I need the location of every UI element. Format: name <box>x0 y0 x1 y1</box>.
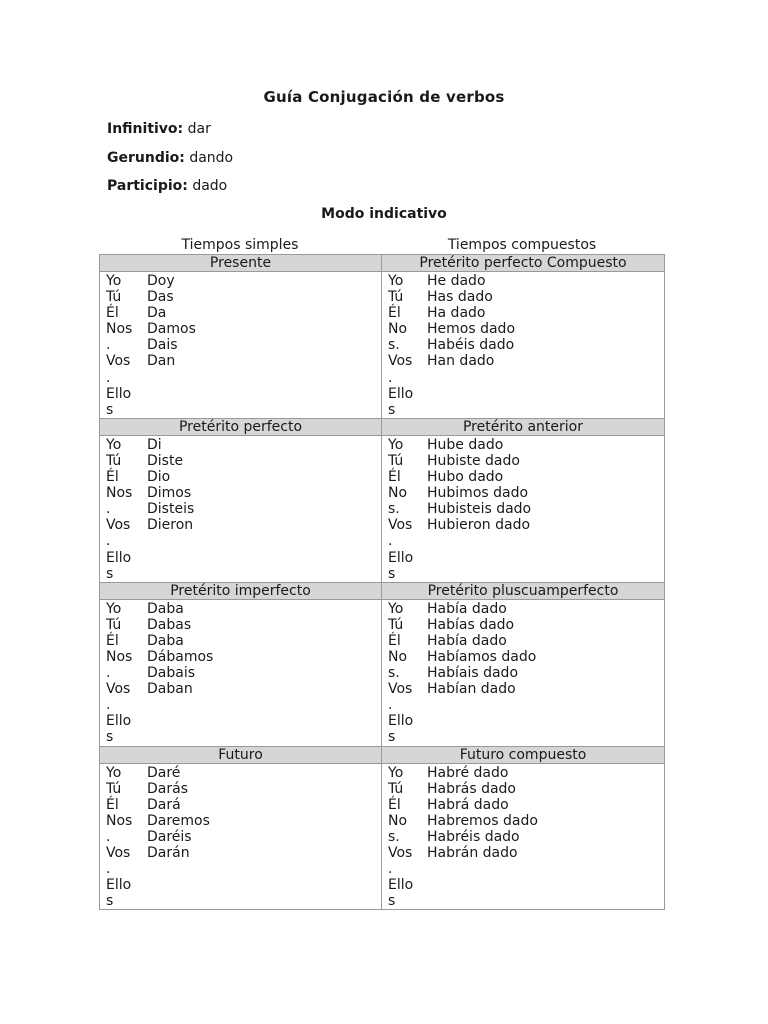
verb-form: Darán <box>147 845 190 861</box>
verb-form: Han dado <box>427 353 495 370</box>
conjugation-block <box>382 436 664 582</box>
pronoun: Tú <box>106 289 122 306</box>
pronoun: s. <box>388 828 400 845</box>
pronoun: Ello <box>106 385 132 402</box>
pronoun: Vos <box>106 845 131 861</box>
pronoun: Ello <box>106 877 132 894</box>
pronoun: s <box>388 729 396 746</box>
verb-form: Daré <box>147 764 181 781</box>
pronoun: s <box>388 401 396 418</box>
pronoun: s <box>388 565 396 582</box>
pronoun-list <box>106 437 140 582</box>
pronoun: . <box>106 369 111 386</box>
verb-form: Daremos <box>147 812 210 829</box>
verb-form: Habíamos dado <box>427 648 537 665</box>
pronoun: s <box>106 401 114 418</box>
tense-name-compound: Futuro compuesto <box>382 746 665 763</box>
verb-form-list <box>420 601 536 746</box>
tense-name-simple: Presente <box>100 255 382 272</box>
participio-label: Participio: <box>107 178 188 194</box>
pronoun: Tú <box>106 780 122 797</box>
pronoun: . <box>388 697 393 714</box>
pronoun: Vos <box>106 353 131 370</box>
pronoun: Yo <box>106 273 122 289</box>
forms-cell-compound <box>382 763 665 910</box>
pronoun: . <box>106 337 111 354</box>
verb-form: Habían dado <box>427 681 516 698</box>
verb-form: Dábamos <box>147 648 214 665</box>
tense-forms-row <box>100 599 665 746</box>
tense-header-row <box>100 746 665 763</box>
tense-name-compound: Pretérito perfecto Compuesto <box>382 255 665 272</box>
conjugation-block <box>100 436 381 582</box>
verb-form: Habremos dado <box>427 812 538 829</box>
pronoun: . <box>106 665 111 682</box>
pronoun: Ello <box>388 713 414 730</box>
pronoun: No <box>388 648 408 665</box>
pronoun: s <box>388 893 396 910</box>
pronoun: . <box>106 828 111 845</box>
verb-form: Daba <box>147 632 184 649</box>
pronoun: Tú <box>388 452 404 469</box>
pronoun: . <box>106 533 111 550</box>
verb-form-list <box>140 273 196 418</box>
pronoun-list <box>388 273 420 418</box>
pronoun: s <box>106 565 114 582</box>
mode-title: Modo indicativo <box>321 206 447 222</box>
pronoun: Ello <box>106 713 132 730</box>
pronoun: Él <box>106 632 119 649</box>
verb-form: Habéis dado <box>427 337 515 354</box>
pronoun: Yo <box>388 273 404 289</box>
forms-cell-simple <box>100 435 382 582</box>
verb-form: Había dado <box>427 600 507 617</box>
gerundio-value: dando <box>189 150 234 166</box>
tense-name-simple: Pretérito imperfecto <box>100 582 382 599</box>
conjugation-block <box>382 272 664 418</box>
simple-tenses-header: Tiempos simples <box>181 237 299 253</box>
pronoun: No <box>388 485 408 502</box>
verb-form-list <box>140 765 210 910</box>
pronoun: . <box>106 861 111 878</box>
pronoun: Él <box>388 305 401 322</box>
gerundio-line <box>107 150 233 166</box>
pronoun: Nos <box>106 648 133 665</box>
tense-forms-row <box>100 763 665 910</box>
pronoun: Vos <box>388 353 413 370</box>
pronoun: . <box>388 369 393 386</box>
tense-name-simple: Pretérito perfecto <box>100 418 382 435</box>
pronoun: . <box>106 501 111 518</box>
pronoun: Ello <box>388 385 414 402</box>
infinitivo-label: Infinitivo: <box>107 121 184 137</box>
pronoun: Ello <box>106 549 132 566</box>
pronoun: Él <box>388 632 401 649</box>
tense-name-compound: Pretérito anterior <box>382 418 665 435</box>
pronoun-list <box>106 273 140 418</box>
verb-form: Di <box>147 436 162 453</box>
pronoun: No <box>388 321 408 338</box>
verb-form: Dan <box>147 353 176 370</box>
verb-form: Habrás dado <box>427 780 516 797</box>
verb-form-list <box>420 765 538 910</box>
verb-form: Hemos dado <box>427 321 516 338</box>
pronoun: . <box>388 533 393 550</box>
verb-form: Das <box>147 289 174 306</box>
pronoun-list <box>106 601 140 746</box>
pronoun: Tú <box>388 289 404 306</box>
verb-form: Habrá dado <box>427 796 509 813</box>
pronoun: s. <box>388 337 400 354</box>
verb-form: Hubieron dado <box>427 517 531 534</box>
verb-form: He dado <box>427 273 486 289</box>
infinitivo-value: dar <box>187 121 211 137</box>
verb-form: Hubisteis dado <box>427 501 532 518</box>
pronoun: Yo <box>388 764 404 781</box>
verb-form: Disteis <box>147 501 195 518</box>
pronoun: No <box>388 812 408 829</box>
verb-form: Habíais dado <box>427 665 519 682</box>
pronoun: Vos <box>388 681 413 698</box>
verb-form: Dieron <box>147 517 194 534</box>
forms-cell-compound <box>382 599 665 746</box>
conjugation-block <box>382 764 664 910</box>
tense-name-simple: Futuro <box>100 746 382 763</box>
pronoun: Yo <box>106 764 122 781</box>
verb-form-list <box>420 437 531 582</box>
pronoun: Yo <box>388 436 404 453</box>
verb-form: Has dado <box>427 289 493 306</box>
tense-header-row <box>100 255 665 272</box>
pronoun: Tú <box>106 616 122 633</box>
verb-form: Daréis <box>147 828 192 845</box>
conjugation-block <box>100 272 381 418</box>
verb-form: Dará <box>147 796 181 813</box>
verb-form: Damos <box>147 321 196 338</box>
forms-cell-simple <box>100 599 382 746</box>
verb-form: Da <box>147 305 167 322</box>
participio-line <box>107 178 227 194</box>
verb-form: Había dado <box>427 632 507 649</box>
verb-form-list <box>140 601 213 746</box>
pronoun-list <box>388 601 420 746</box>
pronoun-list <box>388 765 420 910</box>
pronoun: s. <box>388 665 400 682</box>
verb-form: Dabais <box>147 665 196 682</box>
tense-forms-row <box>100 435 665 582</box>
pronoun: s <box>106 729 114 746</box>
pronoun: Yo <box>106 436 122 453</box>
verb-form: Diste <box>147 452 184 469</box>
verb-form-list <box>140 437 194 582</box>
verb-form: Ha dado <box>427 305 486 322</box>
conjugation-block <box>100 764 381 910</box>
verb-form: Dabas <box>147 616 192 633</box>
pronoun: Vos <box>106 681 131 698</box>
participio-value: dado <box>192 178 228 194</box>
infinitivo-line <box>107 121 211 137</box>
verb-form: Daba <box>147 600 184 617</box>
verb-form: Hubo dado <box>427 469 504 486</box>
forms-cell-simple <box>100 763 382 910</box>
forms-cell-simple <box>100 272 382 419</box>
compound-tenses-header: Tiempos compuestos <box>447 237 597 253</box>
pronoun: Nos <box>106 321 133 338</box>
verb-form: Habías dado <box>427 616 515 633</box>
pronoun: Tú <box>106 452 122 469</box>
pronoun: s <box>106 893 114 910</box>
pronoun: s. <box>388 501 400 518</box>
pronoun: Tú <box>388 616 404 633</box>
pronoun-list <box>388 437 420 582</box>
tense-name-compound: Pretérito pluscuamperfecto <box>382 582 665 599</box>
pronoun: Ello <box>388 549 414 566</box>
forms-cell-compound <box>382 435 665 582</box>
tense-header-row <box>100 418 665 435</box>
forms-cell-compound <box>382 272 665 419</box>
pronoun: Él <box>388 796 401 813</box>
verb-form: Dais <box>147 337 178 354</box>
conjugation-table <box>99 254 665 910</box>
pronoun: Nos <box>106 812 133 829</box>
pronoun: Yo <box>106 600 122 617</box>
verb-form: Hubiste dado <box>427 452 520 469</box>
pronoun: Él <box>106 305 119 322</box>
document-title: Guía Conjugación de verbos <box>263 88 505 106</box>
tense-header-row <box>100 582 665 599</box>
verb-form: Habréis dado <box>427 828 520 845</box>
pronoun: Ello <box>388 877 414 894</box>
verb-form: Dio <box>147 469 171 486</box>
pronoun: Vos <box>388 845 413 861</box>
gerundio-label: Gerundio: <box>107 150 185 166</box>
verb-form: Dimos <box>147 485 192 502</box>
verb-form: Hube dado <box>427 436 504 453</box>
pronoun: Él <box>388 469 401 486</box>
pronoun: Tú <box>388 780 404 797</box>
verb-form: Doy <box>147 273 175 289</box>
pronoun: . <box>388 861 393 878</box>
pronoun-list <box>106 765 140 910</box>
pronoun: Él <box>106 796 119 813</box>
verb-form: Darás <box>147 780 188 797</box>
pronoun: Él <box>106 469 119 486</box>
verb-form-list <box>420 273 515 418</box>
conjugation-block <box>382 600 664 746</box>
verb-form: Habrán dado <box>427 845 518 861</box>
pronoun: Yo <box>388 600 404 617</box>
tense-forms-row <box>100 272 665 419</box>
verb-form: Daban <box>147 681 193 698</box>
conjugation-block <box>100 600 381 746</box>
pronoun: . <box>106 697 111 714</box>
verb-form: Hubimos dado <box>427 485 529 502</box>
pronoun: Nos <box>106 485 133 502</box>
pronoun: Vos <box>106 517 131 534</box>
verb-form: Habré dado <box>427 764 509 781</box>
pronoun: Vos <box>388 517 413 534</box>
